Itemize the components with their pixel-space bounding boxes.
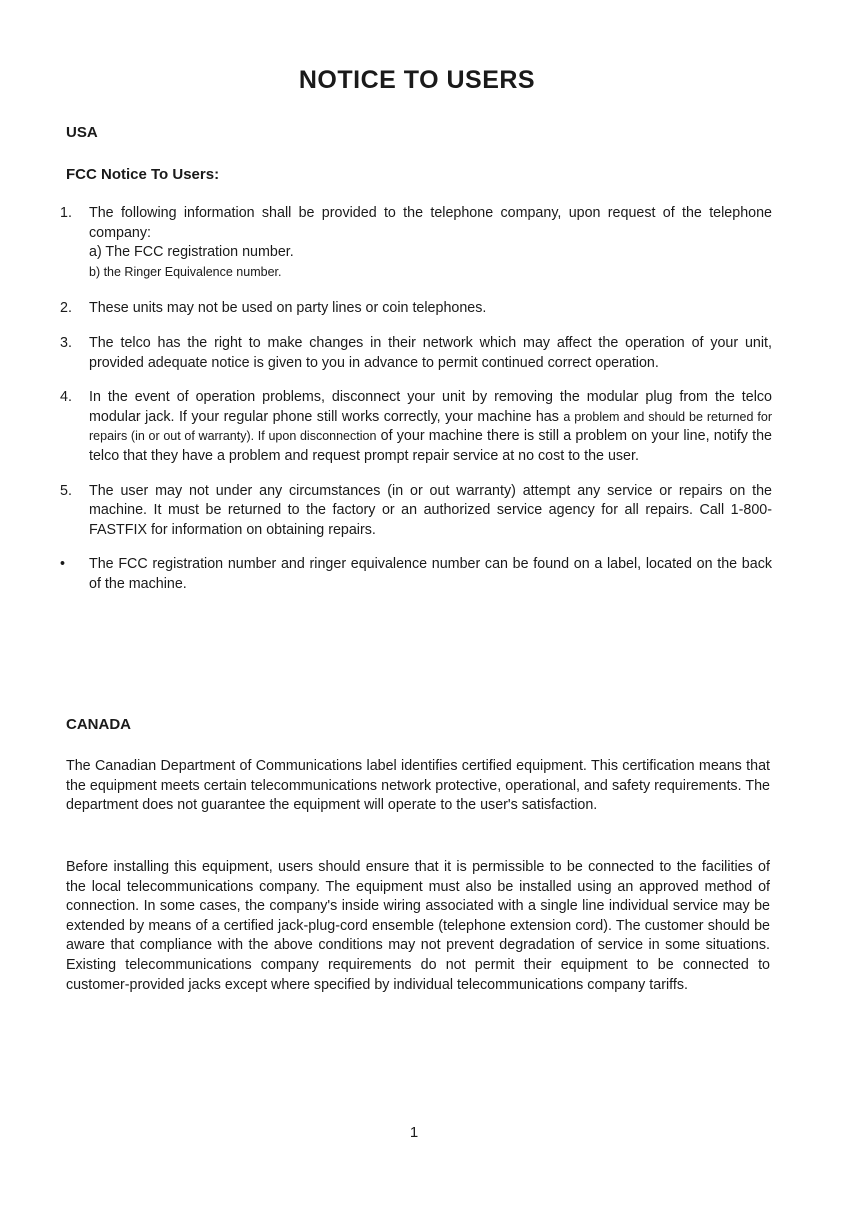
list-item-number: 4.	[60, 389, 72, 406]
list-item	[60, 334, 772, 373]
fcc-notice-list	[60, 204, 772, 595]
bullet: •	[60, 556, 66, 573]
page-number: 1	[409, 1124, 419, 1141]
list-item-text: The following information shall be provided to the telephone company, upon request of the telephone company:	[89, 205, 772, 241]
list-item-text: a problem and should be returned for repairs (in or out of warranty). If upon disconnection	[89, 409, 772, 444]
list-item-text: In the event of operation problems, disconnect your unit by removing the modular plug from the telco modular jack. If your regular phone still works correctly, your machine has	[89, 389, 772, 425]
canada-paragraph-1: The Canadian Department of Communications label identifies certified equipment. This certification means that the equipment meets certain telecommunications network protective, operational, and safety requirements. The department does not guarantee the equipment will operate to the user's satisfaction.	[66, 758, 770, 814]
canada-paragraph-2: Before installing this equipment, users should ensure that it is permissible to be connected to the facilities of the local telecommunications company. The equipment must also be installed using an approved method of connection. In some cases, the company's inside wiring associated with a single line individual service may be extended by means of a certified jack-plug-cord ensemble (telephone extension cord). The customer should be aware that compliance with the above conditions may not prevent degradation of service in some situations. Existing telecommunications company requirements do not permit their equipment to be connected to customer-provided jacks except where specified by individual telecommunications company tariffs.	[66, 859, 770, 993]
list-item	[60, 388, 772, 466]
list-item-number: 2.	[60, 300, 72, 317]
list-subitem: b) the Ringer Equivalence number.	[89, 264, 282, 279]
list-item-text: These units may not be used on party lines or coin telephones.	[89, 300, 487, 317]
list-item-number: 3.	[60, 334, 72, 351]
list-item-text: The telco has the right to make changes in their network which may affect the operation of your unit, provided adequate notice is given to you in advance to permit continued correct operation.	[89, 334, 772, 371]
list-item-text: The FCC registration number and ringer equivalence number can be found on a label, located on the back of the machine.	[89, 556, 772, 592]
usa-heading: USA	[66, 124, 98, 141]
list-subitem: a) The FCC registration number.	[89, 244, 294, 261]
list-item-number: 5.	[60, 482, 72, 499]
list-item	[60, 555, 772, 594]
list-item	[60, 204, 772, 282]
list-item	[60, 299, 772, 319]
list-item-text: The user may not under any circumstances (in or out warranty) attempt any service or repairs on the machine. It must be returned to the factory or an authorized service agency for all repairs. Call 1-800-FASTFIX for information on obtaining repairs.	[89, 482, 772, 538]
list-item-text: of your machine there is still a problem on your line, notify the telco that they have a problem and request prompt repair service at no cost to the user.	[89, 428, 773, 464]
fcc-subheading: FCC Notice To Users:	[66, 166, 220, 183]
page-title: NOTICE TO USERS	[298, 66, 536, 94]
canada-heading: CANADA	[66, 716, 131, 733]
list-item-number: 1.	[60, 205, 72, 221]
list-item	[60, 482, 772, 541]
